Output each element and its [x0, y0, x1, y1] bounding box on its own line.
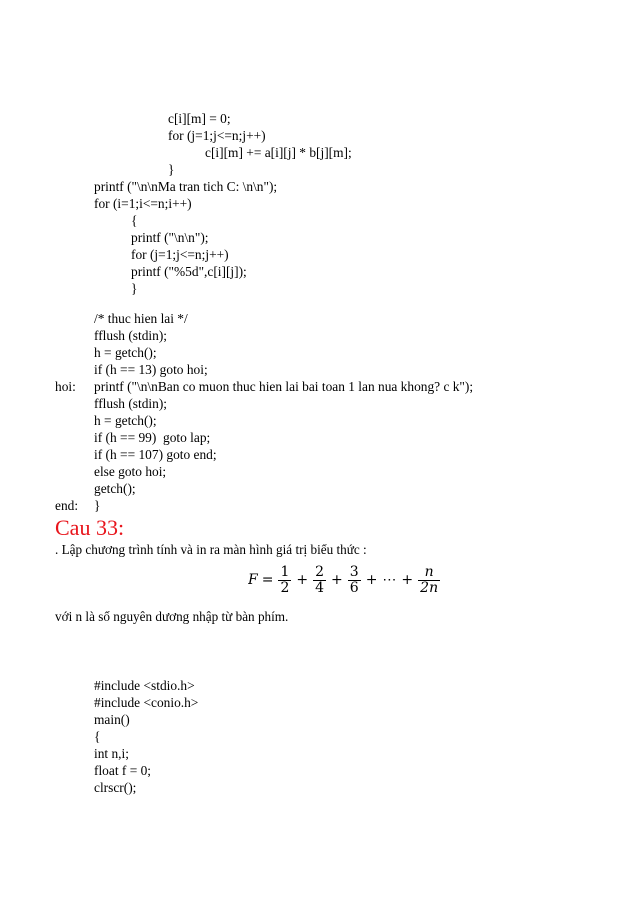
code-line: printf ("\n\n"); [131, 230, 209, 245]
fraction-numerator: n [424, 563, 434, 580]
code-line: if (h == 13) goto hoi; [94, 362, 208, 377]
code-line: else goto hoi; [94, 464, 167, 479]
code-line: { [94, 729, 101, 744]
fraction-numerator: 2 [315, 563, 325, 580]
code-line: getch(); [94, 481, 136, 496]
code-line: c[i][m] += a[i][j] * b[j][m]; [205, 145, 352, 160]
fraction-term-last [418, 565, 440, 596]
plus-sign: + [401, 572, 414, 588]
code-line: if (h == 107) goto end; [94, 447, 217, 462]
code-line: /* thuc hien lai */ [94, 311, 188, 326]
fraction-numerator: 3 [349, 563, 359, 580]
plus-sign: + [296, 572, 309, 588]
fraction-denominator: 6 [349, 579, 359, 596]
code-line: } [94, 498, 101, 513]
code-line: float f = 0; [94, 763, 152, 778]
fraction-denominator: 2 [280, 579, 290, 596]
code-line: printf ("%5d",c[i][j]); [131, 264, 247, 279]
fraction-denominator: 2n [420, 579, 439, 596]
ellipsis: ⋯ [382, 572, 397, 588]
code-line: c[i][m] = 0; [168, 111, 231, 126]
formula [248, 560, 441, 600]
fraction-numerator: 1 [280, 563, 290, 580]
code-line: main() [94, 712, 130, 727]
fraction-term [348, 565, 361, 596]
plus-sign: + [331, 572, 343, 588]
code-line: printf ("\n\nMa tran tich C: \n\n"); [94, 179, 278, 194]
plus-sign: + [365, 572, 378, 588]
code-line: for (i=1;i<=n;i++) [94, 196, 192, 211]
code-line: h = getch(); [94, 413, 157, 428]
code-line: int n,i; [94, 746, 129, 761]
code-line: fflush (stdin); [94, 328, 168, 343]
code-label: end: [55, 498, 79, 513]
note-text: với n là số nguyên dương nhập từ bàn phím. [55, 609, 289, 624]
code-line: #include <conio.h> [94, 695, 199, 710]
code-line: #include <stdio.h> [94, 678, 195, 693]
code-label: hoi: [55, 379, 76, 394]
code-line: clrscr(); [94, 780, 137, 795]
code-line: } [131, 281, 138, 296]
code-line: h = getch(); [94, 345, 157, 360]
formula-equals: = [261, 572, 274, 588]
code-line: for (j=1;j<=n;j++) [131, 247, 229, 262]
formula-lhs: F [248, 572, 258, 588]
question-heading: Cau 33: [55, 515, 125, 540]
code-line: { [131, 213, 138, 228]
fraction-term [278, 565, 291, 596]
code-line: } [168, 162, 175, 177]
fraction-term [313, 565, 326, 596]
code-line: printf ("\n\nBan co muon thuc hien lai bai toan 1 lan nua khong? c k"); [94, 379, 474, 394]
fraction-denominator: 4 [315, 579, 325, 596]
code-line: fflush (stdin); [94, 396, 168, 411]
code-line: if (h == 99) goto lap; [94, 430, 211, 445]
code-line: for (j=1;j<=n;j++) [168, 128, 266, 143]
task-text: . Lập chương trình tính và in ra màn hình giá trị biểu thức : [55, 542, 367, 557]
